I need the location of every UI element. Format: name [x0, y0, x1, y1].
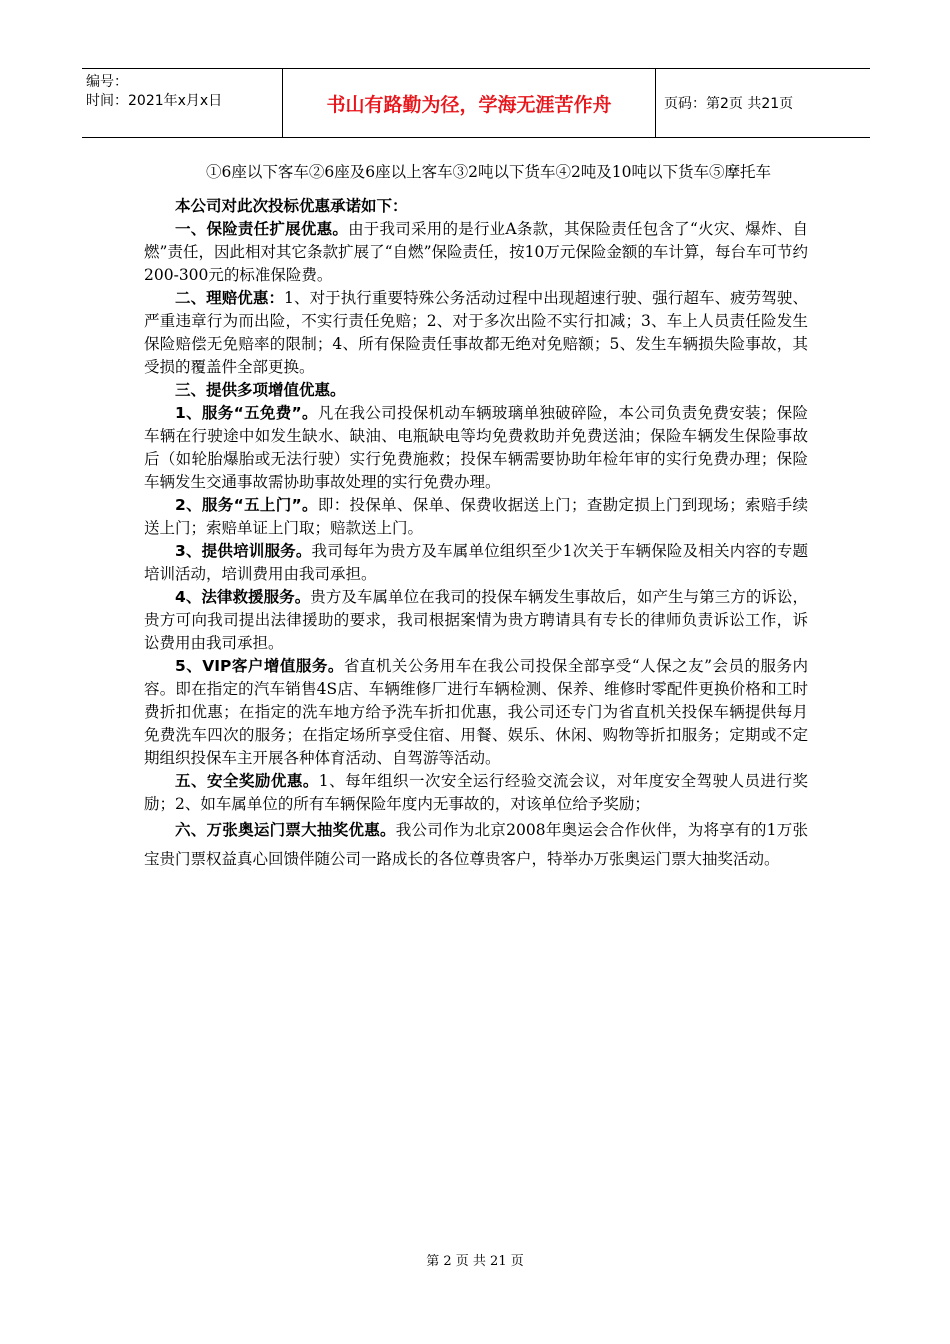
item-text: 贵方及车属单位在我司的投保车辆发生事故后，如产生与第三方的诉讼，贵方可向我司提出法律援助的要求，我司根据案情为贵方聘请具有专长的律师负责诉讼工作，诉讼费用由我司承担。	[144, 588, 808, 652]
header-meta	[82, 69, 282, 137]
section-heading: 三、提供多项增值优惠。	[175, 381, 346, 399]
item-training	[144, 540, 808, 586]
item-vip	[144, 655, 808, 770]
item-heading: 4、法律救援服务。	[175, 588, 311, 606]
document-time: 时间：2021年x月x日	[86, 93, 223, 109]
item-text: 我司每年为贵方及车属单位组织至少1次关于车辆保险及相关内容的专题培训活动，培训费用由我司承担。	[144, 542, 808, 583]
item-legal-aid	[144, 586, 808, 655]
item-heading: 5、VIP客户增值服务。	[175, 657, 344, 675]
section-coverage-extension	[144, 218, 808, 287]
section-text: 1、每年组织一次安全运行经验交流会议，对年度安全驾驶人员进行奖励；2、如车属单位的所有车辆保险年度内无事故的，对该单位给予奖励；	[144, 772, 808, 813]
item-heading: 3、提供培训服务。	[175, 542, 312, 560]
section-text: 我公司作为北京2008年奥运会合作伙伴，为将享有的1万张宝贵门票权益真心回馈伴随公司一路成长的各位尊贵客户，特举办万张奥运门票大抽奖活动。	[144, 821, 808, 868]
section-heading: 六、万张奥运门票大抽奖优惠。	[175, 821, 396, 839]
promise-title-text: 本公司对此次投标优惠承诺如下：	[175, 197, 408, 215]
promise-title	[144, 195, 808, 218]
item-five-free	[144, 402, 808, 494]
section-claims	[144, 287, 808, 379]
document-body	[144, 158, 808, 874]
item-text: 凡在我公司投保机动车辆玻璃单独破碎险，本公司负责免费安装；保险车辆在行驶途中如发生缺水、缺油、电瓶缺电等均免费救助并免费送油；保险车辆发生保险事故后（如轮胎爆胎或无法行驶）实行免费施救；投保车辆需要协助年检年审的实行免费办理；保险车辆发生交通事故需协助事故处理的实行免费办理。	[144, 404, 808, 491]
header-page-info: 页码：第2页 共21页	[664, 96, 794, 112]
page-footer: 第 2 页 共 21 页	[426, 1254, 524, 1269]
section-heading: 五、安全奖励优惠。	[175, 772, 319, 790]
section-olympic-lottery	[144, 816, 808, 874]
section-text: 1、对于执行重要特殊公务活动过程中出现超速行驶、强行超车、疲劳驾驶、严重违章行为而出险，不实行责任免赔；2、对于多次出险不实行扣减；3、车上人员责任险发生保险赔偿无免赔率的限制；4、所有保险责任事故都无绝对免赔额；5、发生车辆损失险事故，其受损的覆盖件全部更换。	[144, 289, 808, 376]
item-text: 省直机关公务用车在我公司投保全部享受“人保之友”会员的服务内容。即在指定的汽车销售4S店、车辆维修厂进行车辆检测、保养、维修时零配件更换价格和工时费折扣优惠；在指定的洗车地方给予洗车折扣优惠，我公司还专门为省直机关投保车辆提供每月免费洗车四次的服务；在指定场所享受住宿、用餐、娱乐、休闲、购物等折扣服务；定期或不定期组织投保车主开展各种体育活动、自驾游等活动。	[144, 657, 808, 767]
item-five-door	[144, 494, 808, 540]
section-heading: 一、保险责任扩展优惠。	[175, 220, 349, 238]
item-heading: 2、服务“五上门”。	[175, 496, 318, 514]
page-header	[82, 68, 870, 138]
section-safety-reward	[144, 770, 808, 816]
vehicle-type-list: ①6座以下客车②6座及6座以上客车③2吨以下货车④2吨及10吨以下货车⑤摩托车	[206, 163, 772, 181]
document-number-label: 编号：	[86, 74, 128, 90]
section-text: 由于我司采用的是行业A条款，其保险责任包含了“火灾、爆炸、自燃”责任，因此相对其它条款扩展了“自燃”保险责任，按10万元保险金额的车计算，每台车可节约200-300元的标准保险费。	[144, 220, 808, 284]
section-heading: 二、理赔优惠：	[175, 289, 285, 307]
section-value-added	[144, 379, 808, 402]
header-motto: 书山有路勤为径，学海无涯苦作舟	[282, 69, 656, 137]
item-heading: 1、服务“五免费”。	[175, 404, 318, 422]
item-text: 即：投保单、保单、保费收据送上门；查勘定损上门到现场；索赔手续送上门；索赔单证上门取；赔款送上门。	[144, 496, 808, 537]
